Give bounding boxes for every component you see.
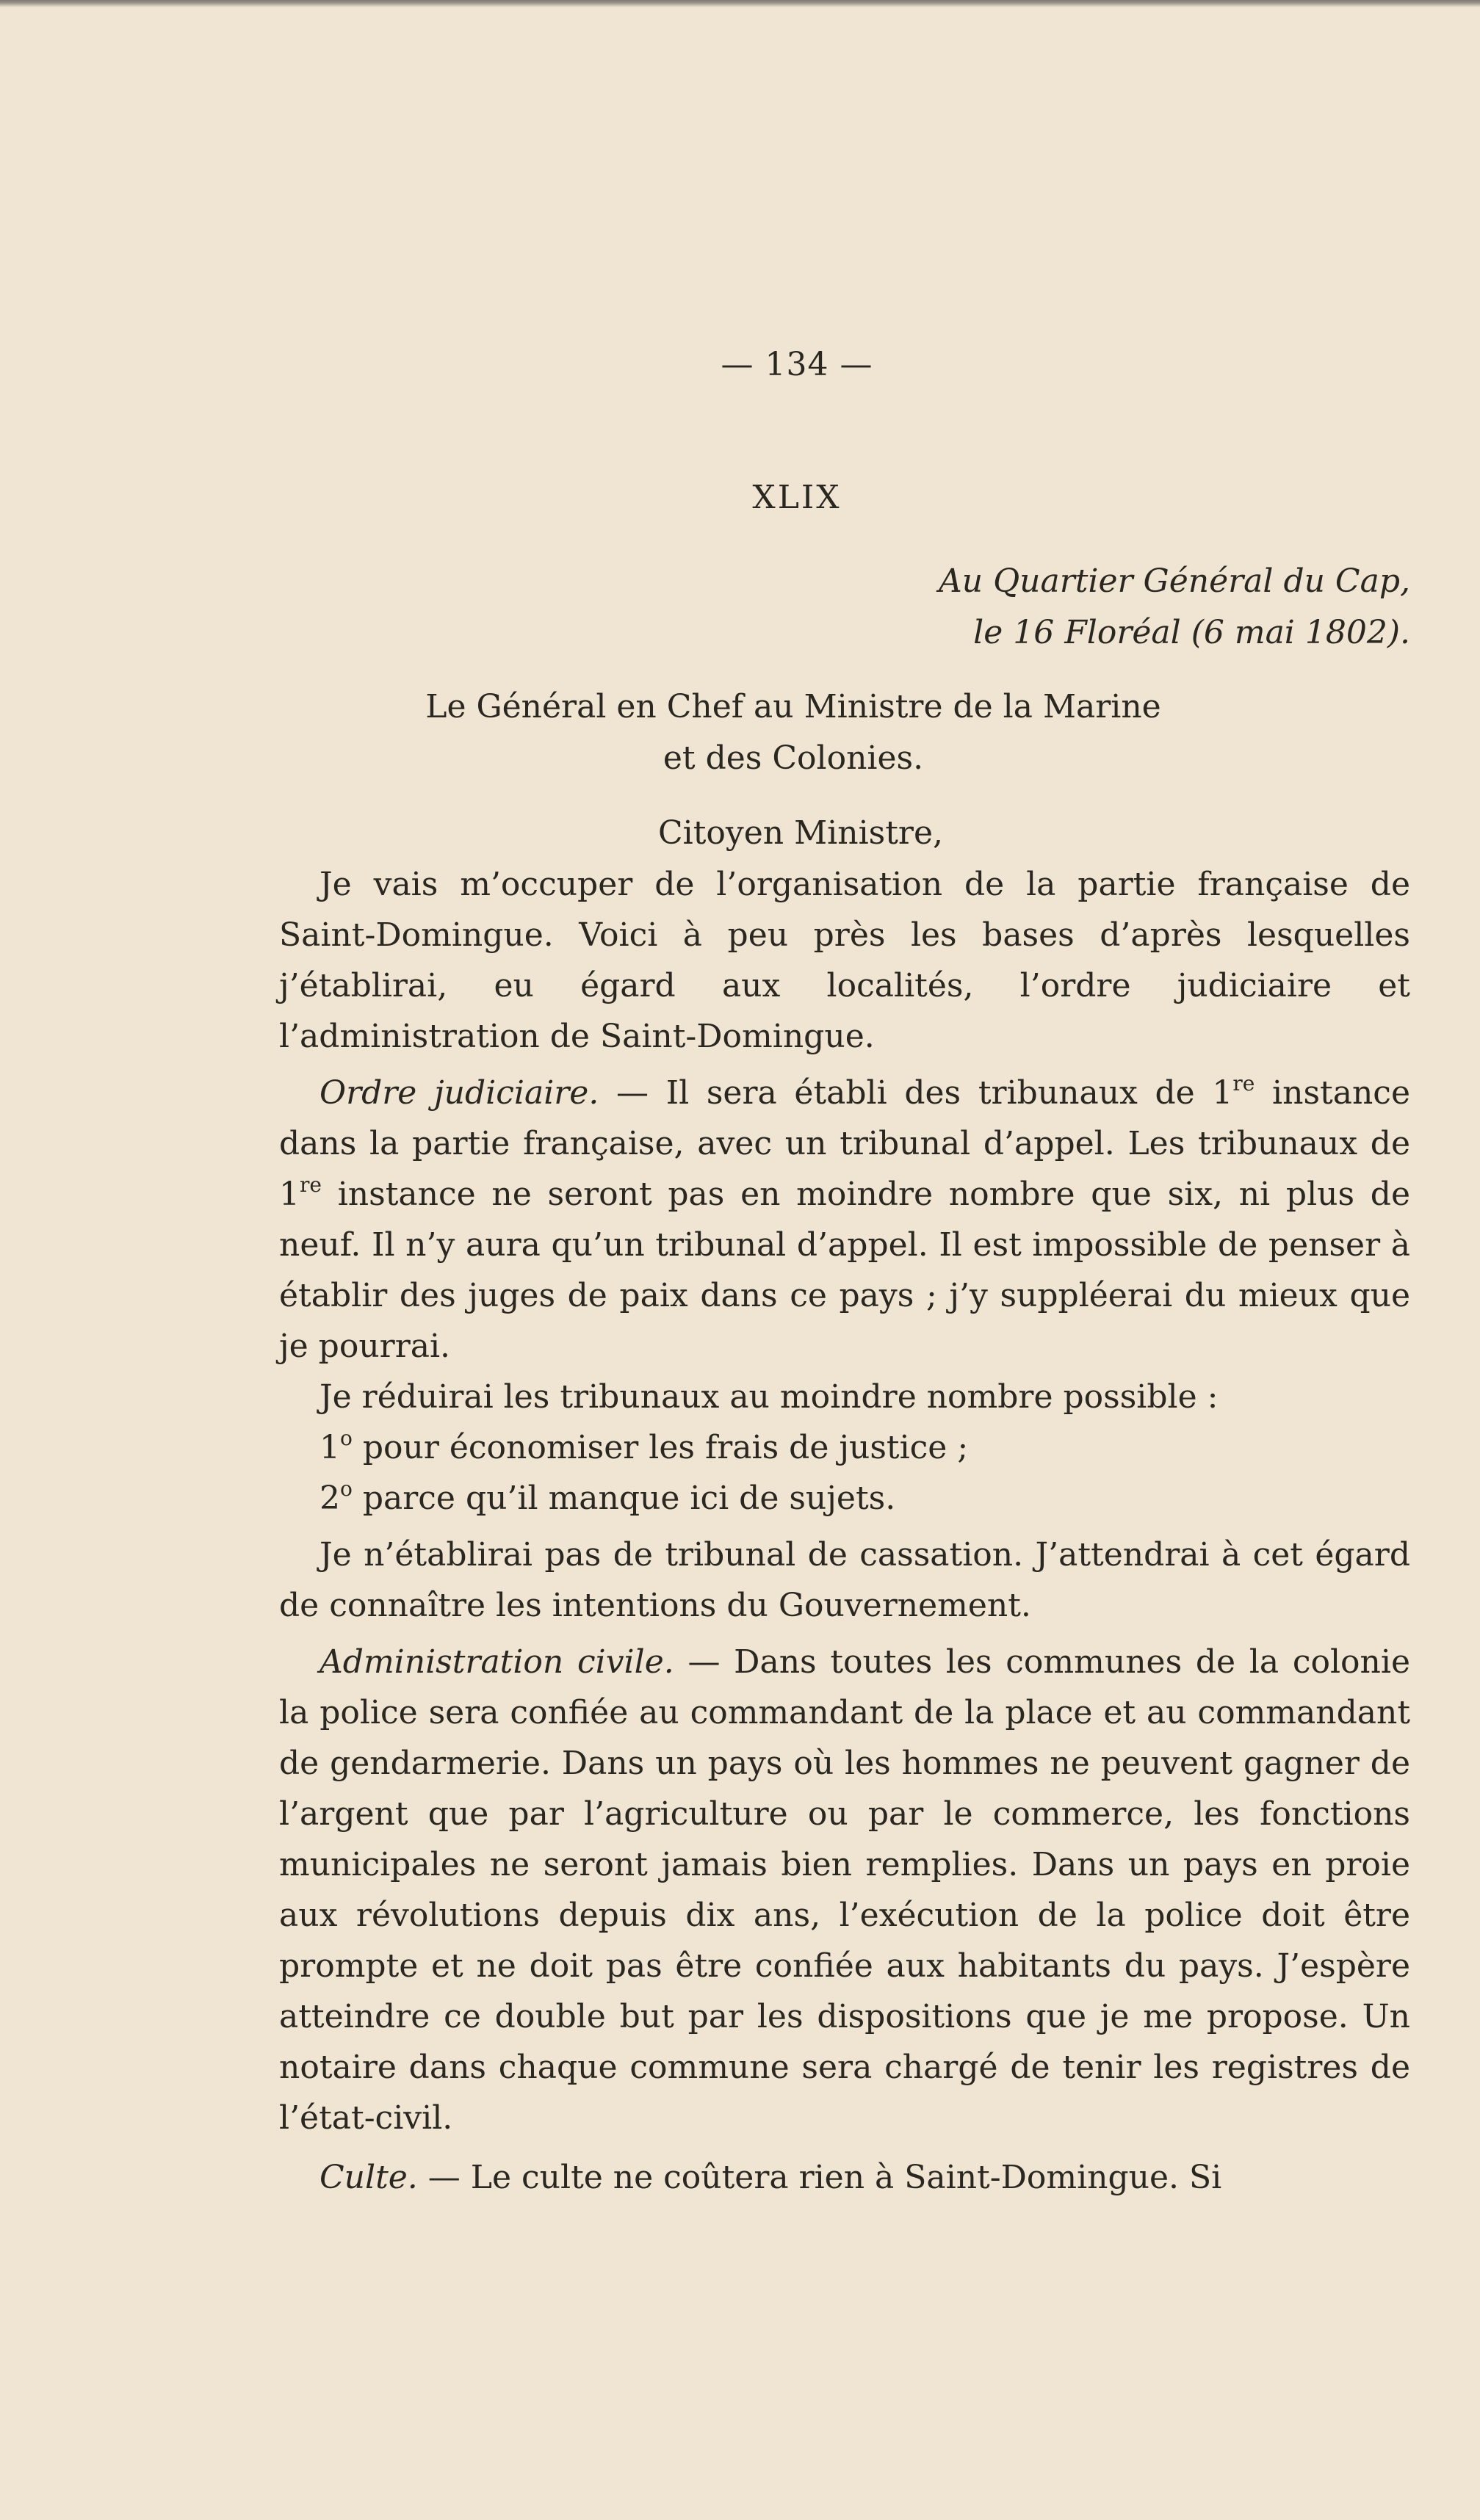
page-number: — 134 — bbox=[721, 346, 873, 383]
paragraph-culte: Culte. — Le culte ne coûtera rien à Saint-Domingue. Si bbox=[320, 2159, 1222, 2196]
section-heading-ordre-judiciaire: Ordre judiciaire. bbox=[320, 1074, 599, 1112]
paragraph-administration-civile: Administration civile. — Dans toutes les communes de la colonie la police sera confiée au commandant de la place et au commandant de gendarmerie. Dans un pays où les hommes ne peuvent gagner de l’argent que par l’agriculture ou par le commerce, les fonctions municipales ne seront jamais bien remplies. Dans un pays en proie aux révolutions depuis dix ans, l’exécution de la police doit être prompte et ne doit pas être confiée aux habitants du pays. J’espère atteindre ce double but par les dispositions que je me propose. Un notaire dans chaque commune sera chargé de tenir les registres de l’état-civil. bbox=[279, 1643, 1410, 2137]
book-page bbox=[279, 0, 1410, 2520]
place-line: Au Quartier Général du Cap, bbox=[938, 562, 1410, 600]
address-line-2: et des Colonies. bbox=[663, 739, 924, 777]
address-line-1: Le Général en Chef au Ministre de la Marine bbox=[425, 688, 1161, 725]
paragraph-ordre-judiciaire: Ordre judiciaire. — Il sera établi des tribunaux de 1re instance dans la partie française, avec un tribunal d’appel. Les tribunaux de 1re instance ne seront pas en moindre nombre que six, ni plus de neuf. Il n’y aura qu’un tribunal d’appel. Il est impossible de penser à établir des juges de paix dans ce pays ; j’y suppléerai du mieux que je pourrai. bbox=[279, 1071, 1410, 1365]
paragraph-intro: Je vais m’occuper de l’organisation de la partie française de Saint-Domingue. Voici à peu près les bases d’après lesquelles j’établirai, eu égard aux localités, l’ordre judiciaire et l’administration de Saint-Domingue. bbox=[279, 866, 1410, 1055]
letter-body bbox=[279, 859, 1410, 2203]
list-item-1: 1$^o$ pour économiser les frais de justice ; bbox=[320, 1426, 969, 1466]
letter-number: XLIX bbox=[752, 479, 842, 516]
date-line: le 16 Floréal (6 mai 1802). bbox=[973, 614, 1410, 651]
place-and-date bbox=[676, 556, 1410, 659]
section-heading-culte: Culte. bbox=[320, 2159, 418, 2196]
paragraph-reduction: Je réduirai les tribunaux au moindre nombre possible : bbox=[320, 1378, 1219, 1416]
letter-address bbox=[279, 681, 1410, 784]
section-heading-administration-civile: Administration civile. bbox=[320, 1643, 674, 1681]
salutation: Citoyen Ministre, bbox=[658, 814, 943, 852]
list-item-2: 2$^o$ parce qu’il manque ici de sujets. bbox=[320, 1477, 896, 1517]
paragraph-cassation: Je n’établirai pas de tribunal de cassation. J’attendrai à cet égard de connaître les intentions du Gouvernement. bbox=[279, 1536, 1410, 1624]
